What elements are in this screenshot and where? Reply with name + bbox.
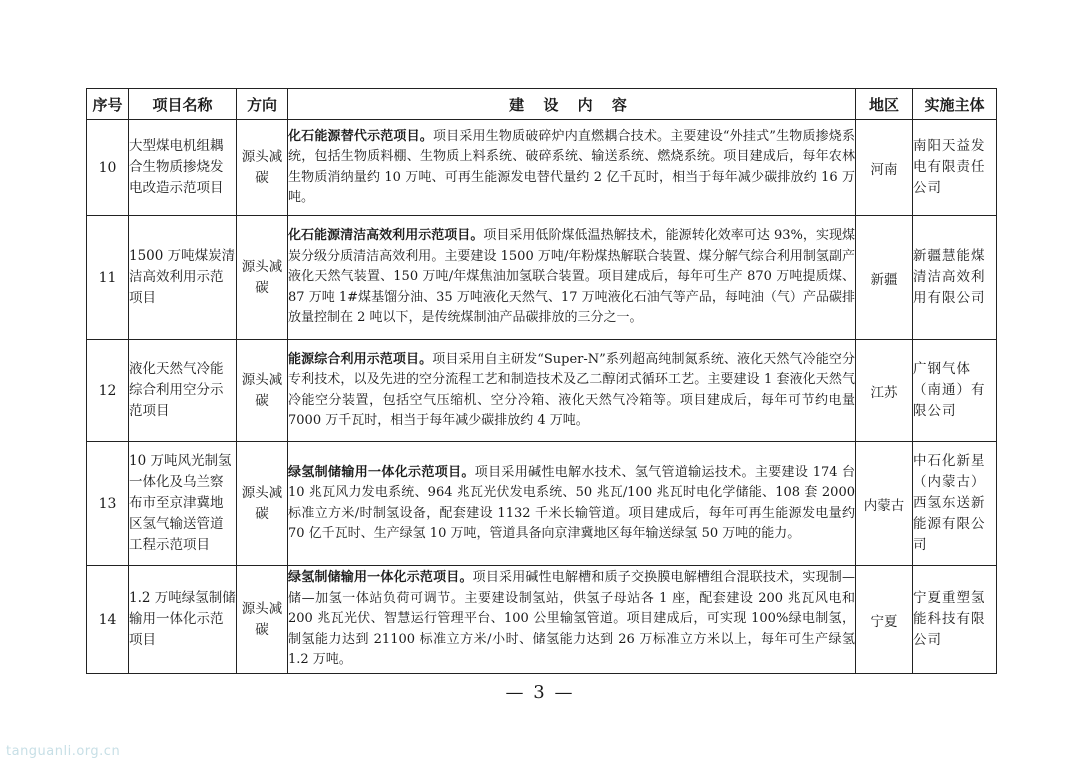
header-entity: 实施主体 xyxy=(913,89,997,120)
row-content xyxy=(288,442,856,566)
row-content-body: 项目采用生物质破碎炉内直燃耦合技术。主要建设“外挂式”生物质掺烧系统，包括生物质料棚、生物质上料系统、破碎系统、输送系统、燃烧系统。项目建成后，每年农林生物质消纳量约 10 万吨、可再生能源发电替代量约 2 亿千瓦时，相当于每年减少碳排放约 16 万吨。 xyxy=(288,128,855,205)
row-project-name: 1500 万吨煤炭清洁高效利用示范项目 xyxy=(129,216,237,340)
watermark: tanguanli.org.cn xyxy=(6,744,121,759)
row-content xyxy=(288,120,856,216)
row-seq: 13 xyxy=(87,442,129,566)
row-region: 新疆 xyxy=(856,216,913,340)
row-content xyxy=(288,340,856,442)
row-project-name: 1.2 万吨绿氢制储输用一体化示范项目 xyxy=(129,566,237,674)
row-content-title: 能源综合利用示范项目。 xyxy=(288,351,433,367)
row-direction: 源头减碳 xyxy=(237,216,288,340)
table-row xyxy=(87,216,997,340)
row-entity: 新疆慧能煤清洁高效利用有限公司 xyxy=(913,216,997,340)
project-table xyxy=(86,88,997,674)
row-project-name: 大型煤电机组耦合生物质掺烧发电改造示范项目 xyxy=(129,120,237,216)
row-content-title: 绿氢制储输用一体化示范项目。 xyxy=(288,464,475,480)
row-content-body: 项目采用碱性电解槽和质子交换膜电解槽组合混联技术，实现制—储—加氢一体站负荷可调节。主要建设制氢站，供氢子母站各 1 座，配套建设 200 兆瓦风电和 200 兆瓦光伏、智慧运行管理平台、100 公里输氢管道。项目建成后，可实现 100%绿电制氢，制氢能力达到 21100 标准立方米/小时、储氢能力达到 26 万标准立方米以上，每年可生产绿氢 1.2 万吨。 xyxy=(288,570,855,668)
header-seq: 序号 xyxy=(87,89,129,120)
table-row xyxy=(87,442,997,566)
header-name: 项目名称 xyxy=(129,89,237,120)
table-row xyxy=(87,120,997,216)
row-project-name: 液化天然气冷能综合利用空分示范项目 xyxy=(129,340,237,442)
row-entity: 中石化新星（内蒙古）西氢东送新能源有限公司 xyxy=(913,442,997,566)
row-entity: 南阳天益发电有限责任公司 xyxy=(913,120,997,216)
table-row xyxy=(87,566,997,674)
row-region: 宁夏 xyxy=(856,566,913,674)
row-seq: 14 xyxy=(87,566,129,674)
page-number: — 3 — xyxy=(505,682,575,703)
header-region: 地区 xyxy=(856,89,913,120)
row-content-title: 绿氢制储输用一体化示范项目。 xyxy=(288,570,473,586)
row-content-title: 化石能源清洁高效利用示范项目。 xyxy=(288,228,484,244)
row-content-body: 项目采用碱性电解水技术、氢气管道输运技术。主要建设 174 台 10 兆瓦风力发电系统、964 兆瓦光伏发电系统、50 兆瓦/100 兆瓦时电化学储能、108 套 2000 标准立方米/时制氢设备，配套建设 1132 千米长输管道。项目建成后，每年可再生能源发电量约 70 亿千瓦时、生产绿氢 10 万吨，管道具备向京津冀地区每年输送绿氢 50 万吨的能力。 xyxy=(288,464,855,541)
row-direction: 源头减碳 xyxy=(237,442,288,566)
row-content xyxy=(288,216,856,340)
row-region: 内蒙古 xyxy=(856,442,913,566)
row-direction: 源头减碳 xyxy=(237,566,288,674)
row-seq: 12 xyxy=(87,340,129,442)
table-header-row xyxy=(87,89,997,120)
header-content: 建 设 内 容 xyxy=(288,89,856,120)
row-direction: 源头减碳 xyxy=(237,120,288,216)
row-project-name: 10 万吨风光制氢一体化及乌兰察布市至京津冀地区氢气输送管道工程示范项目 xyxy=(129,442,237,566)
row-entity: 广钢气体（南通）有限公司 xyxy=(913,340,997,442)
row-content-body: 项目采用自主研发“Super-N”系列超高纯制氮系统、液化天然气冷能空分专利技术，以及先进的空分流程工艺和制造技术及乙二醇闭式循环工艺。主要建设 1 套液化天然气冷能空分装置，包括空气压缩机、空分冷箱、液化天然气冷箱等。项目建成后，每年可节约电量 7000 万千瓦时，相当于每年减少碳排放约 4 万吨。 xyxy=(288,351,855,428)
row-seq: 11 xyxy=(87,216,129,340)
row-region: 江苏 xyxy=(856,340,913,442)
row-entity: 宁夏重塑氢能科技有限公司 xyxy=(913,566,997,674)
table-row xyxy=(87,340,997,442)
row-content-body: 项目采用低阶煤低温热解技术，能源转化效率可达 93%，实现煤炭分级分质清洁高效利用。主要建设 1500 万吨/年粉煤热解联合装置、煤分解气综合利用制氢副产液化天然气装置、150 万吨/年煤焦油加氢联合装置。项目建成后，每年可生产 870 万吨提质煤、87 万吨 1#煤基馏分油、35 万吨液化天然气、17 万吨液化石油气等产品，每吨油（气）产品碳排放量控制在 2 吨以下，是传统煤制油产品碳排放的三分之一。 xyxy=(288,228,855,326)
row-content xyxy=(288,566,856,674)
row-content-title: 化石能源替代示范项目。 xyxy=(288,128,433,144)
row-region: 河南 xyxy=(856,120,913,216)
row-direction: 源头减碳 xyxy=(237,340,288,442)
row-seq: 10 xyxy=(87,120,129,216)
header-direction: 方向 xyxy=(237,89,288,120)
